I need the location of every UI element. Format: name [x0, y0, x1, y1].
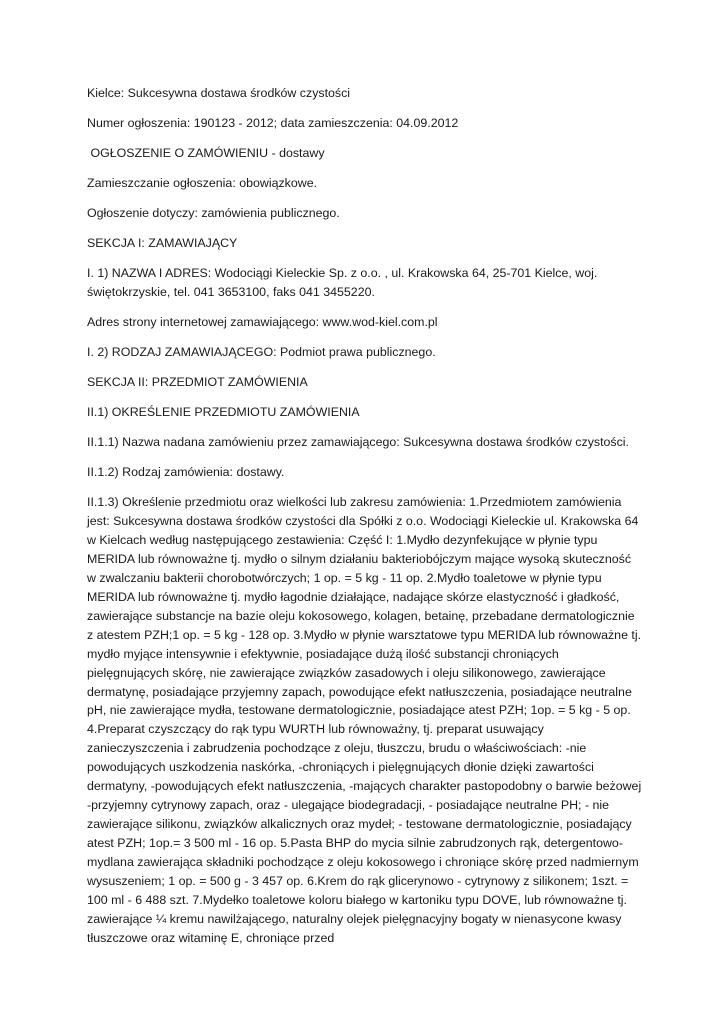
- section-1-heading: SEKCJA I: ZAMAWIAJĄCY: [87, 236, 238, 250]
- contracting-authority-type: I. 2) RODZAJ ZAMAWIAJĄCEGO: Podmiot prawa publicznego.: [87, 345, 436, 359]
- contract-name: II.1.1) Nazwa nadana zamówieniu przez zamawiającego: Sukcesywna dostawa środków czystości.: [87, 435, 629, 449]
- contracting-authority-address: I. 1) NAZWA I ADRES: Wodociągi Kieleckie Sp. z o.o. , ul. Krakowska 64, 25-701 Kielce, woj. świętokrzyskie, tel. 041 3653100, faks 041 3455220.: [87, 266, 598, 299]
- announcement-heading: OGŁOSZENIE O ZAMÓWIENIU - dostawy: [87, 146, 325, 160]
- publication-obligation: Zamieszczanie ogłoszenia: obowiązkowe.: [87, 176, 318, 190]
- contract-type: II.1.2) Rodzaj zamówienia: dostawy.: [87, 465, 285, 479]
- contract-scope-description: II.1.3) Określenie przedmiotu oraz wielkości lub zakresu zamówienia: 1.Przedmiotem zamówienia jest: Sukcesywna dostawa środków czystości dla Spółki z o.o. Wodociągi Kieleckie ul. Krakowska 64 w Kielcach według następującego zestawienia: Część I: 1.Mydło dezynfekujące w płynie typu MERIDA lub równoważne tj. mydło o silnym działaniu bakteriobójczym mające wysoką skuteczność w zwalczaniu bakterii chorobotwórczych; 1 op. = 5 kg - 11 op. 2.Mydło toaletowe w płynie typu MERIDA lub równoważne tj. mydło łagodnie działające, nadające skórze elastyczność i gładkość, zawierające substancje na bazie oleju kokosowego, kolagen, betainę, przebadane dermatologicznie z atestem PZH;1 op. = 5 kg - 128 op. 3.Mydło w płynie warsztatowe typu MERIDA lub równoważne tj. mydło myjące intensywnie i efektywnie, posiadające dużą ilość substancji chroniących pielęgnujących skórę, nie zawierające związków zasadowych i oleju silikonowego, zawierające dermatynę, posiadające przyjemny zapach, powodujące efekt natłuszczenia, posiadające neutralne pH, nie zawierające mydła, testowane dermatologicznie, posiadające atest PZH; 1op. = 5 kg - 5 op. 4.Preparat czyszczący do rąk typu WURTH lub równoważny, tj. preparat usuwający zanieczyszczenia i zabrudzenia pochodzące z oleju, tłuszczu, brudu o właściwościach: -nie powodujących uszkodzenia naskórka, -chroniących i pielęgnujących dłonie dzięki zawartości dermatyny, -powodujących efekt natłuszczenia, -mających charakter pastopodobny o barwie beżowej -przyjemny cytrynowy zapach, oraz - ulegające biodegradacji, - posiadające neutralne PH; - nie zawierające silikonu, związków alkalicznych oraz mydeł; - testowane dermatologicznie, posiadający atest PZH; 1op.= 3 500 ml - 16 op. 5.Pasta BHP do mycia silnie zabrudzonych rąk, detergentowo-mydlana zawierająca składniki pochodzące z oleju kokosowego i chroniące skórę przed nadmiernym wysuszeniem; 1 op. = 500 g - 3 457 op. 6.Krem do rąk glicerynowo - cytrynowy z silikonem; 1szt. = 100 ml - 6 488 szt. 7.Mydełko toaletowe koloru białego w kartoniku typu DOVE, lub równoważne tj. zawierające ¼ kremu nawilżającego, naturalny olejek pielęgnacyjny bogaty w nienasycone kwasy tłuszczowe oraz witaminę E, chroniące przed: [87, 495, 642, 945]
- subject-definition-heading: II.1) OKREŚLENIE PRZEDMIOTU ZAMÓWIENIA: [87, 405, 360, 419]
- contracting-authority-website: Adres strony internetowej zamawiającego: www.wod-kiel.com.pl: [87, 315, 438, 329]
- announcement-subject: Ogłoszenie dotyczy: zamówienia publicznego.: [87, 206, 340, 220]
- section-2-heading: SEKCJA II: PRZEDMIOT ZAMÓWIENIA: [87, 375, 308, 389]
- document-title: Kielce: Sukcesywna dostawa środków czystości: [87, 86, 351, 100]
- announcement-number: Numer ogłoszenia: 190123 - 2012; data zamieszczenia: 04.09.2012: [87, 116, 459, 130]
- document-page: [87, 84, 643, 959]
